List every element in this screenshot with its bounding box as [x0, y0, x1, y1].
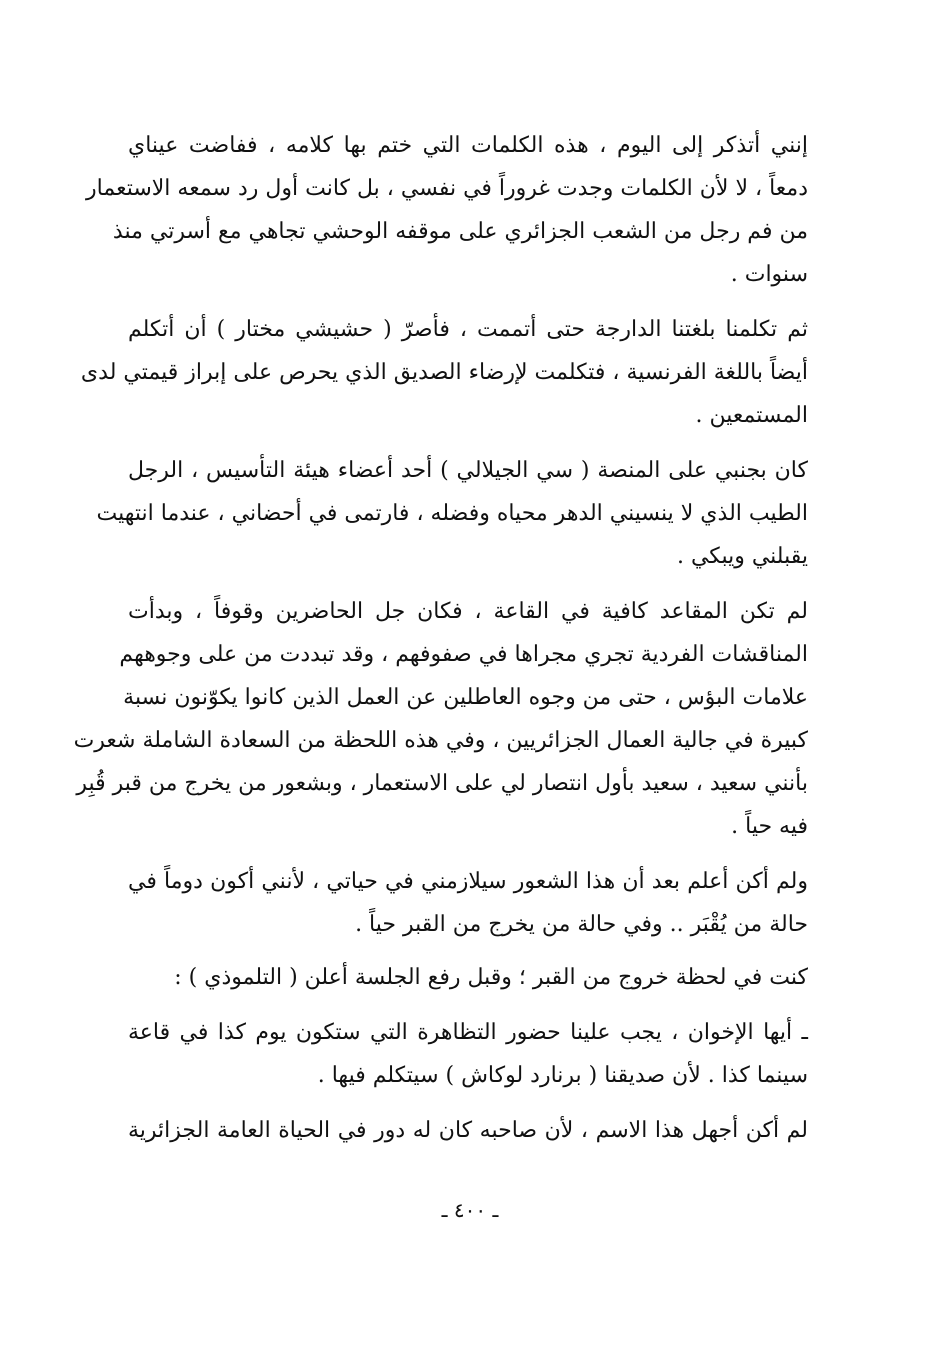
- text-line: المستمعين .: [695, 403, 808, 428]
- text-line: بأنني سعيد ، سعيد بأول انتصار لي على الاستعمار ، وبشعور من يخرج من قبر قُبِر: [76, 771, 808, 796]
- text-line: كان بجنبي على المنصة ( سي الجيلالي ) أحد أعضاء هيئة التأسيس ، الرجل: [128, 458, 808, 483]
- paragraph-3: [96, 449, 808, 578]
- body-text: [73, 124, 809, 1152]
- text-line: سينما كذا . لأن صديقنا ( برنارد لوكاش ) سيتكلم فيها .: [317, 1063, 808, 1088]
- text-line: يقبلني ويبكي .: [676, 544, 808, 569]
- text-line: كبيرة في جالية العمال الجزائريين ، وفي هذه اللحظة من السعادة الشاملة شعرت: [73, 728, 808, 753]
- text-line: علامات البؤس ، حتى من وجوه العاطلين عن العمل الذين كانوا يكوّنون نسبة: [123, 685, 808, 710]
- text-line: المناقشات الفردية تجري مجراها في صفوفهم ، وقد تبددت من على وجوههم: [119, 642, 808, 667]
- paragraph-1: [86, 124, 808, 296]
- text-line: لم أكن أجهل هذا الاسم ، لأن صاحبه كان له دور في الحياة العامة الجزائرية: [128, 1118, 808, 1143]
- paragraph-8: [128, 1109, 808, 1152]
- text-line: ثم تكلمنا بلغتنا الدارجة حتى أتممت ، فأصرّ ( حشيشي مختار ) أن أتكلم: [128, 317, 808, 342]
- text-line: حالة من يُقْبَر .. وفي حالة من يخرج من القبر حياً .: [355, 912, 808, 937]
- text-line: لم تكن المقاعد كافية في القاعة ، فكان جل الحاضرين وقوفاً ، وبدأت: [128, 599, 808, 624]
- text-line: ولم أكن أعلم بعد أن هذا الشعور سيلازمني في حياتي ، لأنني أكون دوماً في: [128, 869, 808, 894]
- text-line: سنوات .: [730, 262, 808, 287]
- paragraph-2: [80, 308, 808, 437]
- paragraph-4: [73, 590, 808, 848]
- text-line: دمعاً ، لا لأن الكلمات وجدت غروراً في نفسي ، بل كانت أول رد سمعه الاستعمار: [86, 176, 808, 201]
- text-line: من فم رجل من الشعب الجزائري على موقفه الوحشي تجاهي مع أسرتي منذ: [112, 219, 808, 244]
- text-line: كنت في لحظة خروج من القبر ؛ وقبل رفع الجلسة أعلن ( التلموذي ) :: [174, 965, 808, 990]
- text-line: إنني أتذكر إلى اليوم ، هذه الكلمات التي ختم بها كلامه ، ففاضت عيناي: [128, 133, 808, 158]
- page-number: ـ ٤٠٠ ـ: [441, 1198, 499, 1222]
- text-line: ـ أيها الإخوان ، يجب علينا حضور التظاهرة التي ستكون يوم كذا في قاعة: [128, 1020, 809, 1045]
- paragraph-5: [128, 860, 808, 946]
- paragraph-7: [128, 1011, 808, 1097]
- text-line: الطيب الذي لا ينسيني الدهر محياه وفضله ، فارتمى في أحضاني ، عندما انتهيت: [96, 501, 808, 526]
- text-line: أيضاً باللغة الفرنسية ، فتكلمت لإرضاء الصديق الذي يحرص على إبراز قيمتي لدى: [80, 360, 808, 385]
- text-line: فيه حياً .: [731, 814, 808, 839]
- paragraph-6: [128, 956, 808, 999]
